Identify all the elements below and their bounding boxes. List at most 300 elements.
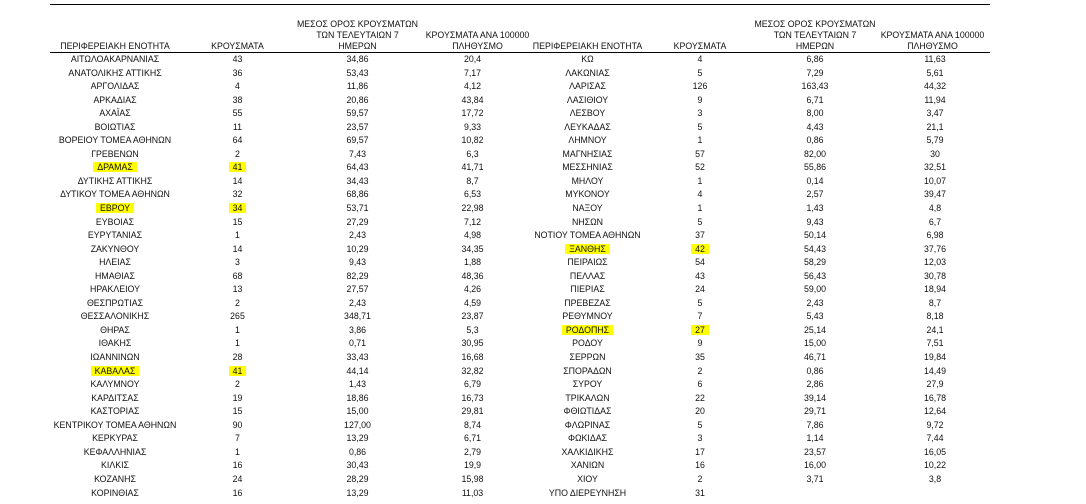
region-cell-text: ΚΩ — [581, 54, 594, 64]
cases-cell — [650, 67, 750, 81]
per-100000-cell — [420, 121, 525, 135]
seven-day-average-cell-text: 0,86 — [348, 446, 367, 457]
header-per100k-right — [875, 30, 990, 52]
cases-cell-text: 90 — [232, 419, 243, 430]
seven-day-average-cell — [750, 229, 880, 243]
region-cell-text: ΜΕΣΣΗΝΙΑΣ — [562, 162, 613, 173]
table-row — [50, 365, 525, 379]
per-100000-cell-text: 12,64 — [923, 406, 946, 417]
per-100000-cell — [880, 80, 990, 94]
cases-cell-text: 16 — [232, 460, 243, 471]
region-cell-text: ΚΑΛΥΜΝΟΥ — [90, 379, 140, 390]
per-100000-cell — [880, 446, 990, 460]
header-per100k-right-line2: ΠΛΗΘΥΣΜΟ — [907, 41, 958, 51]
cases-cell-text: 20 — [695, 406, 705, 417]
seven-day-average-cell — [295, 53, 420, 67]
cases-cell — [180, 459, 295, 473]
cases-cell-text: 1 — [235, 230, 240, 241]
cases-cell — [180, 107, 295, 121]
region-cell-text: ΕΥΒΟΙΑΣ — [95, 216, 135, 227]
left-table-body — [50, 53, 525, 500]
region-cell-text: ΡΟΔΟΠΗΣ — [562, 325, 613, 335]
cases-cell — [180, 216, 295, 230]
seven-day-average-cell-text: 0,86 — [806, 365, 824, 376]
seven-day-average-cell-text: 1,43 — [806, 203, 824, 214]
cases-cell — [650, 283, 750, 297]
header-per100k-left-line1: ΚΡΟΥΣΜΑΤΑ ΑΝΑ 100000 — [425, 30, 530, 40]
table-row — [525, 310, 990, 324]
seven-day-average-cell — [750, 351, 880, 365]
region-cell — [50, 324, 180, 338]
cases-cell-text: 41 — [229, 162, 247, 172]
seven-day-average-cell-text: 64,43 — [346, 162, 369, 173]
region-cell — [525, 419, 650, 433]
per-100000-cell-text: 3,8 — [928, 473, 942, 484]
seven-day-average-cell — [295, 243, 420, 257]
cases-cell — [180, 202, 295, 216]
per-100000-cell — [880, 487, 990, 501]
seven-day-average-cell — [295, 202, 420, 216]
cases-cell-text: 9 — [697, 338, 703, 349]
table-row — [50, 107, 525, 121]
table-row — [525, 53, 990, 67]
region-cell — [50, 53, 180, 67]
table-row — [525, 134, 990, 148]
seven-day-average-cell — [750, 487, 880, 501]
region-cell — [50, 175, 180, 189]
cases-cell-text: 43 — [695, 270, 705, 281]
seven-day-average-cell-text: 27,29 — [346, 216, 369, 227]
per-100000-cell-text: 4,8 — [928, 203, 942, 214]
cases-cell-text: 35 — [695, 352, 705, 363]
seven-day-average-cell-text: 69,57 — [346, 135, 369, 146]
per-100000-cell — [880, 337, 990, 351]
cases-cell-text: 6 — [697, 379, 703, 390]
cases-cell — [650, 121, 750, 135]
per-100000-cell — [880, 270, 990, 284]
seven-day-average-cell-text: 44,14 — [346, 365, 369, 376]
cases-cell — [650, 473, 750, 487]
seven-day-average-cell-text: 28,29 — [346, 473, 369, 484]
cases-cell-text: 19 — [232, 392, 243, 403]
per-100000-cell — [880, 297, 990, 311]
cases-cell-text: 32 — [232, 189, 243, 200]
per-100000-cell-text: 32,82 — [461, 365, 484, 376]
cases-sheet — [50, 4, 990, 504]
region-cell-text: ΜΑΓΝΗΣΙΑΣ — [562, 148, 613, 159]
region-cell-text: ΛΑΚΩΝΙΑΣ — [565, 67, 610, 78]
per-100000-cell — [420, 161, 525, 175]
region-cell — [525, 53, 650, 67]
region-cell-text: ΛΗΜΝΟΥ — [568, 135, 607, 146]
header-per100k-right-line1: ΚΡΟΥΣΜΑΤΑ ΑΝΑ 100000 — [880, 30, 985, 40]
cases-cell — [180, 378, 295, 392]
header-cases-left-text: ΚΡΟΥΣΜΑΤΑ — [211, 41, 264, 51]
cases-cell-text: 1 — [697, 203, 703, 214]
cases-cell-text: 14 — [232, 175, 243, 186]
header-avg-left-line2: ΤΩΝ ΤΕΛΕΥΤΑΙΩΝ 7 — [316, 30, 399, 40]
seven-day-average-cell-text: 2,43 — [806, 297, 824, 308]
cases-cell-text: 1 — [697, 175, 703, 186]
per-100000-cell-text: 10,22 — [923, 460, 946, 471]
region-cell — [50, 80, 180, 94]
seven-day-average-cell — [295, 351, 420, 365]
per-100000-cell — [880, 310, 990, 324]
per-100000-cell-text: 6,3 — [466, 148, 479, 159]
region-cell — [525, 107, 650, 121]
region-cell-text: ΚΙΛΚΙΣ — [101, 460, 129, 471]
seven-day-average-cell — [295, 446, 420, 460]
cases-cell-text: 36 — [232, 67, 243, 78]
table-row — [50, 419, 525, 433]
seven-day-average-cell-text: 15,00 — [346, 406, 369, 417]
seven-day-average-cell-text: 53,71 — [346, 203, 369, 214]
per-100000-cell-text: 11,94 — [924, 94, 946, 105]
per-100000-cell — [420, 256, 525, 270]
cases-cell — [180, 446, 295, 460]
table-row — [525, 229, 990, 243]
region-cell-text: ΚΑΣΤΟΡΙΑΣ — [90, 406, 140, 417]
seven-day-average-cell — [750, 67, 880, 81]
cases-cell — [180, 473, 295, 487]
seven-day-average-cell-text: 68,86 — [346, 189, 369, 200]
seven-day-average-cell — [295, 419, 420, 433]
cases-cell — [650, 243, 750, 257]
seven-day-average-cell — [295, 67, 420, 81]
cases-cell — [650, 446, 750, 460]
region-cell — [525, 310, 650, 324]
region-cell-text: ΔΥΤΙΚΟΥ ΤΟΜΕΑ ΑΘΗΝΩΝ — [60, 189, 170, 200]
cases-cell — [180, 432, 295, 446]
seven-day-average-cell — [750, 175, 880, 189]
cases-cell — [650, 432, 750, 446]
seven-day-average-cell-text: 348,71 — [344, 311, 371, 322]
per-100000-cell — [420, 283, 525, 297]
table-row — [525, 324, 990, 338]
cases-cell-text: 3 — [697, 433, 703, 444]
per-100000-cell — [420, 107, 525, 121]
seven-day-average-cell-text: 1,14 — [806, 433, 824, 444]
cases-cell — [180, 80, 295, 94]
cases-cell-text: 2 — [235, 148, 240, 159]
region-cell — [50, 107, 180, 121]
per-100000-cell-text: 15,98 — [461, 473, 484, 484]
seven-day-average-cell-text: 7,29 — [806, 67, 824, 78]
per-100000-cell-text: 8,7 — [928, 297, 942, 308]
seven-day-average-cell-text: 58,29 — [803, 257, 826, 268]
cases-cell — [180, 134, 295, 148]
cases-cell — [650, 365, 750, 379]
region-cell — [525, 243, 650, 257]
region-cell-text: ΦΛΩΡΙΝΑΣ — [564, 419, 611, 430]
per-100000-cell-text: 7,51 — [926, 338, 944, 349]
per-100000-cell — [420, 202, 525, 216]
cases-cell — [650, 487, 750, 501]
cases-cell — [180, 53, 295, 67]
table-row — [50, 148, 525, 162]
seven-day-average-cell-text: 10,29 — [346, 243, 369, 254]
seven-day-average-cell-text: 46,71 — [803, 352, 826, 363]
seven-day-average-cell-text: 0,71 — [348, 338, 367, 349]
cases-cell — [650, 202, 750, 216]
cases-cell-text: 57 — [695, 148, 705, 159]
region-cell-text: ΠΕΛΛΑΣ — [569, 270, 606, 281]
per-100000-cell-text: 4,98 — [463, 230, 482, 241]
region-cell — [50, 270, 180, 284]
header-avg-left-line1: ΜΕΣΟΣ ΟΡΟΣ ΚΡΟΥΣΜΑΤΩΝ — [296, 19, 419, 29]
seven-day-average-cell-text: 29,71 — [803, 406, 826, 417]
seven-day-average-cell-text: 2,57 — [806, 189, 824, 200]
region-cell — [525, 378, 650, 392]
seven-day-average-cell — [295, 324, 420, 338]
header-avg-right — [750, 19, 880, 52]
per-100000-cell-text: 6,7 — [928, 216, 942, 227]
cases-cell-text: 17 — [695, 446, 705, 457]
per-100000-cell — [880, 283, 990, 297]
region-cell-text: ΛΕΣΒΟΥ — [569, 108, 606, 119]
table-top-border — [50, 4, 990, 5]
cases-cell-text: 11 — [232, 121, 243, 132]
cases-cell-text: 42 — [691, 244, 709, 254]
seven-day-average-cell — [750, 202, 880, 216]
table-row — [50, 351, 525, 365]
cases-cell-text: 34 — [229, 203, 247, 213]
seven-day-average-cell — [295, 107, 420, 121]
per-100000-cell — [420, 419, 525, 433]
region-cell-text: ΒΟΙΩΤΙΑΣ — [94, 121, 136, 132]
seven-day-average-cell-text: 13,29 — [346, 433, 369, 444]
cases-cell — [650, 337, 750, 351]
seven-day-average-cell-text: 0,14 — [806, 175, 824, 186]
cases-cell — [180, 297, 295, 311]
per-100000-cell — [420, 188, 525, 202]
per-100000-cell-text: 19,9 — [463, 460, 482, 471]
seven-day-average-cell — [750, 419, 880, 433]
seven-day-average-cell — [295, 297, 420, 311]
seven-day-average-cell-text: 1,43 — [348, 379, 367, 390]
seven-day-average-cell — [295, 473, 420, 487]
region-cell-text: ΚΟΖΑΝΗΣ — [94, 473, 136, 484]
table-row — [50, 378, 525, 392]
region-cell-text: ΚΕΝΤΡΙΚΟΥ ΤΟΜΕΑ ΑΘΗΝΩΝ — [53, 419, 177, 430]
region-cell — [525, 256, 650, 270]
seven-day-average-cell — [295, 337, 420, 351]
seven-day-average-cell-text: 33,43 — [346, 352, 369, 363]
seven-day-average-cell — [750, 148, 880, 162]
right-data-table — [525, 53, 990, 500]
seven-day-average-cell-text: 23,57 — [346, 121, 369, 132]
per-100000-cell-text: 32,51 — [923, 162, 946, 173]
region-cell-text: ΘΕΣΣΑΛΟΝΙΚΗΣ — [80, 311, 150, 322]
region-cell-text: ΦΩΚΙΔΑΣ — [567, 433, 608, 444]
region-cell-text: ΛΑΣΙΘΙΟΥ — [566, 94, 609, 105]
table-row — [525, 216, 990, 230]
cases-cell-text: 5 — [697, 297, 703, 308]
per-100000-cell-text: 19,84 — [923, 352, 946, 363]
table-row — [525, 67, 990, 81]
per-100000-cell — [420, 94, 525, 108]
region-cell-text: ΚΑΡΔΙΤΣΑΣ — [91, 392, 139, 403]
cases-cell — [180, 351, 295, 365]
seven-day-average-cell-text: 4,43 — [806, 121, 824, 132]
per-100000-cell-text: 3,47 — [926, 108, 944, 119]
seven-day-average-cell-text: 2,86 — [806, 379, 824, 390]
per-100000-cell — [420, 67, 525, 81]
seven-day-average-cell-text: 2,43 — [348, 297, 367, 308]
cases-cell-text: 5 — [697, 419, 703, 430]
region-cell-text: ΜΗΛΟΥ — [571, 175, 604, 186]
region-cell-text: ΓΡΕΒΕΝΩΝ — [91, 148, 139, 159]
region-cell — [525, 270, 650, 284]
table-row — [50, 53, 525, 67]
per-100000-cell-text: 44,32 — [923, 81, 946, 92]
table-row — [525, 121, 990, 135]
per-100000-cell-text: 11,63 — [924, 54, 946, 64]
seven-day-average-cell-text: 8,00 — [806, 108, 824, 119]
per-100000-cell-text: 6,79 — [463, 379, 482, 390]
cases-cell — [650, 229, 750, 243]
table-row — [50, 243, 525, 257]
seven-day-average-cell-text: 13,29 — [346, 487, 369, 498]
per-100000-cell — [880, 121, 990, 135]
seven-day-average-cell-text: 7,86 — [806, 419, 824, 430]
header-avg-right-line1: ΜΕΣΟΣ ΟΡΟΣ ΚΡΟΥΣΜΑΤΩΝ — [754, 19, 876, 29]
region-cell — [525, 337, 650, 351]
seven-day-average-cell — [750, 216, 880, 230]
region-cell — [50, 405, 180, 419]
seven-day-average-cell — [750, 432, 880, 446]
per-100000-cell — [420, 473, 525, 487]
per-100000-cell — [880, 94, 990, 108]
per-100000-cell — [880, 392, 990, 406]
region-cell-text: ΣΥΡΟΥ — [572, 379, 603, 390]
seven-day-average-cell-text: 163,43 — [801, 81, 829, 92]
cases-cell — [180, 337, 295, 351]
table-row — [525, 161, 990, 175]
region-cell-text: ΗΡΑΚΛΕΙΟΥ — [90, 284, 140, 295]
region-cell-text: ΧΑΝΙΩΝ — [570, 460, 605, 471]
per-100000-cell-text: 6,53 — [463, 189, 482, 200]
per-100000-cell — [420, 297, 525, 311]
per-100000-cell — [880, 216, 990, 230]
region-cell-text: ΥΠΟ ΔΙΕΡΕΥΝΗΣΗ — [548, 487, 627, 498]
per-100000-cell-text: 1,88 — [463, 257, 482, 268]
cases-cell-text: 22 — [695, 392, 705, 403]
region-cell-text: ΧΑΛΚΙΔΙΚΗΣ — [561, 446, 614, 457]
table-row — [50, 297, 525, 311]
seven-day-average-cell — [750, 378, 880, 392]
per-100000-cell-text: 4,59 — [463, 297, 482, 308]
region-cell — [525, 202, 650, 216]
region-cell — [50, 297, 180, 311]
table-row — [50, 405, 525, 419]
per-100000-cell — [420, 216, 525, 230]
per-100000-cell — [420, 229, 525, 243]
per-100000-cell — [880, 243, 990, 257]
cases-cell-text: 1 — [235, 446, 240, 457]
per-100000-cell — [880, 351, 990, 365]
seven-day-average-cell — [295, 216, 420, 230]
left-data-table — [50, 53, 525, 500]
per-100000-cell — [880, 229, 990, 243]
per-100000-cell — [420, 324, 525, 338]
cases-cell-text: 1 — [697, 135, 703, 146]
region-cell-text: ΔΥΤΙΚΗΣ ΑΤΤΙΚΗΣ — [77, 175, 153, 186]
table-row — [50, 80, 525, 94]
seven-day-average-cell — [750, 243, 880, 257]
header-region-left — [50, 41, 180, 52]
table-row — [50, 310, 525, 324]
cases-cell — [180, 405, 295, 419]
cases-cell — [650, 297, 750, 311]
cases-cell-text: 5 — [697, 67, 703, 78]
region-cell — [525, 324, 650, 338]
cases-cell-text: 5 — [697, 121, 703, 132]
cases-cell — [650, 310, 750, 324]
region-cell — [50, 188, 180, 202]
table-row — [525, 107, 990, 121]
region-cell — [525, 229, 650, 243]
per-100000-cell — [420, 80, 525, 94]
cases-cell-text: 14 — [232, 243, 243, 254]
region-cell-text: ΚΟΡΙΝΘΙΑΣ — [91, 487, 139, 498]
table-row — [525, 459, 990, 473]
table-row — [525, 243, 990, 257]
region-cell — [525, 121, 650, 135]
cases-cell — [180, 324, 295, 338]
region-cell — [525, 67, 650, 81]
seven-day-average-cell — [295, 270, 420, 284]
per-100000-cell — [880, 405, 990, 419]
seven-day-average-cell-text: 9,43 — [806, 216, 824, 227]
seven-day-average-cell — [295, 94, 420, 108]
table-row — [50, 446, 525, 460]
table-row — [525, 337, 990, 351]
region-cell-text: ΘΕΣΠΡΩΤΙΑΣ — [86, 297, 144, 308]
per-100000-cell-text: 5,3 — [466, 324, 479, 335]
table-row — [525, 392, 990, 406]
cases-cell — [180, 392, 295, 406]
seven-day-average-cell-text: 15,00 — [803, 338, 826, 349]
seven-day-average-cell-text: 3,71 — [806, 473, 824, 484]
region-cell-text: ΚΕΦΑΛΛΗΝΙΑΣ — [83, 446, 147, 457]
region-cell — [50, 351, 180, 365]
region-cell-text: ΕΥΡΥΤΑΝΙΑΣ — [87, 230, 143, 241]
table-row — [50, 202, 525, 216]
per-100000-cell-text: 9,33 — [463, 121, 482, 132]
per-100000-cell-text: 7,44 — [926, 433, 944, 444]
seven-day-average-cell — [295, 175, 420, 189]
cases-cell-text: 16 — [695, 460, 705, 471]
table-row — [525, 297, 990, 311]
table-row — [50, 337, 525, 351]
per-100000-cell-text: 30 — [930, 148, 940, 159]
per-100000-cell-text: 20,4 — [463, 54, 482, 64]
cases-cell-text: 41 — [229, 366, 247, 376]
table-row — [50, 175, 525, 189]
per-100000-cell — [880, 432, 990, 446]
cases-cell-text: 28 — [232, 352, 243, 363]
cases-cell — [650, 270, 750, 284]
per-100000-cell-text: 16,05 — [923, 446, 946, 457]
cases-cell-text: 5 — [697, 216, 703, 227]
region-cell-text: ΗΛΕΙΑΣ — [99, 257, 131, 268]
cases-cell-text: 31 — [695, 487, 705, 498]
cases-cell-text: 265 — [230, 311, 245, 322]
cases-cell — [180, 175, 295, 189]
region-cell-text: ΝΑΞΟΥ — [572, 203, 603, 214]
cases-cell-text: 2 — [235, 297, 240, 308]
